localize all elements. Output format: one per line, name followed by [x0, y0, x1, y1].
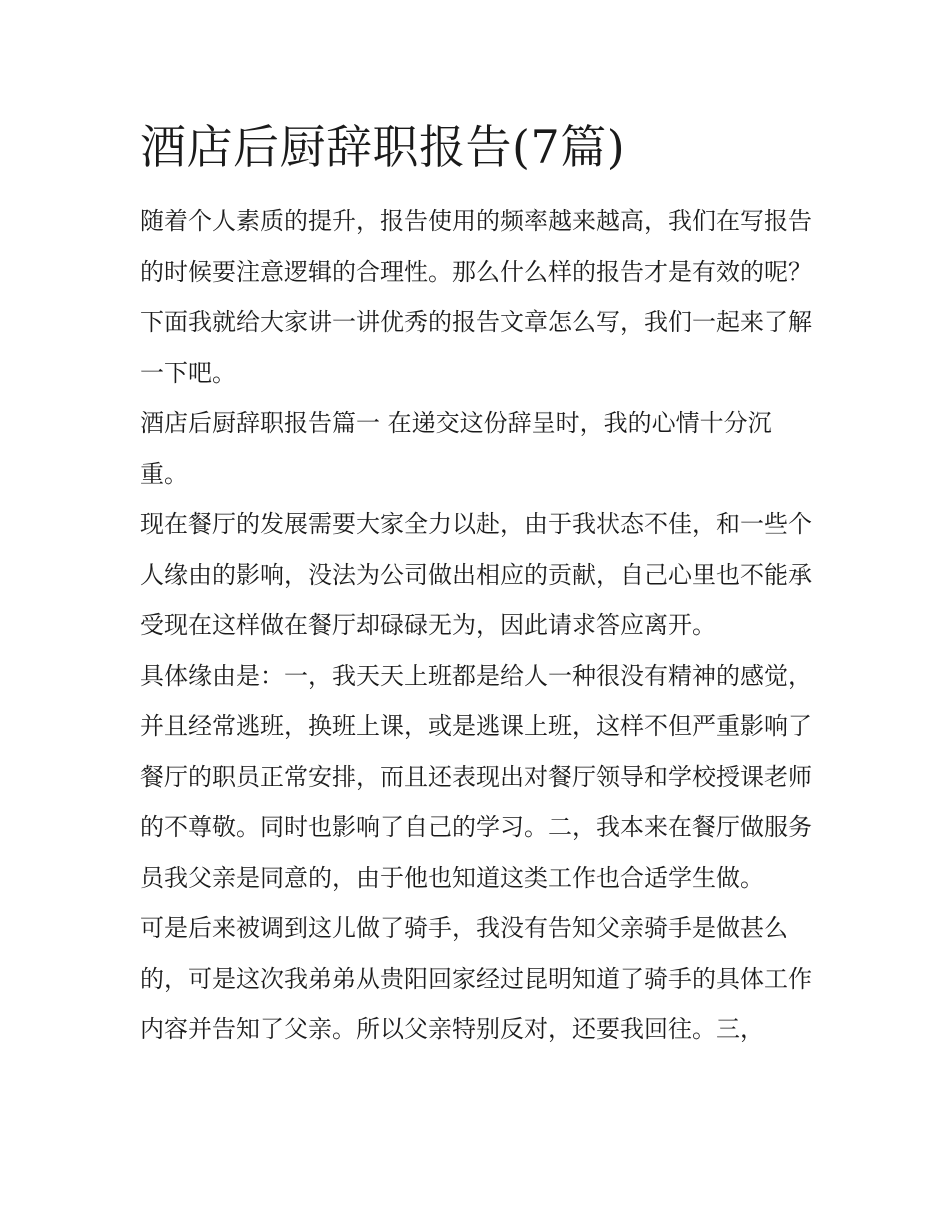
paragraph-rider-job: 可是后来被调到这儿做了骑手，我没有告知父亲骑手是做甚么的，可是这次我弟弟从贵阳回家经过昆明知道了骑手的具体工作内容并告知了父亲。所以父亲特别反对，还要我回往。三，	[140, 914, 812, 1043]
document-body	[140, 118, 820, 1055]
paragraph-reasons-detail: 具体缘由是：一，我天天上班都是给人一种很没有精神的感觉，并且经常逃班，换班上课，或是逃课上班，这样不但严重影响了餐厅的职员正常安排，而且还表现出对餐厅领导和学校授课老师的不尊敬。同时也影响了自己的学习。二，我本来在餐厅做服务员我父亲是同意的，由于他也知道这类工作也合适学生做。	[140, 661, 812, 892]
paragraph-section-one-heading: 酒店后厨辞职报告篇一 在递交这份辞呈时，我的心情十分沉重。	[140, 409, 772, 488]
paragraph-reason-overview: 现在餐厅的发展需要大家全力以赴，由于我状态不佳，和一些个人缘由的影响，没法为公司做出相应的贡献，自己心里也不能承受现在这样做在餐厅却碌碌无为，因此请求答应离开。	[140, 510, 812, 639]
document-title: 酒店后厨辞职报告(7篇)	[140, 120, 626, 174]
paragraph-intro: 随着个人素质的提升，报告使用的频率越来越高，我们在写报告的时候要注意逻辑的合理性。那么什么样的报告才是有效的呢？下面我就给大家讲一讲优秀的报告文章怎么写，我们一起来了解一下吧。	[140, 207, 812, 387]
